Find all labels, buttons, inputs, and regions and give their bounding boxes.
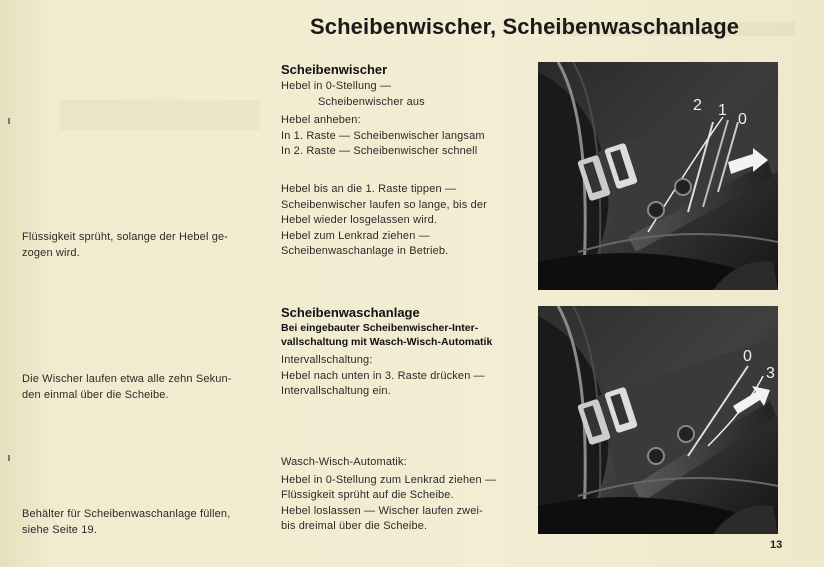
tip-line: Scheibenwischer laufen so lange, bis der xyxy=(281,198,487,211)
auto-line: Wasch-Wisch-Automatik: xyxy=(281,456,407,468)
auto-line: Flüssigkeit sprüht auf die Scheibe. xyxy=(281,489,454,501)
wiper-lever-illustration xyxy=(538,62,778,290)
bleed-through xyxy=(60,100,260,130)
tip-line: Hebel wieder losgelassen wird. xyxy=(281,214,438,226)
margin-mark xyxy=(8,455,10,461)
wiper-line: Hebel anheben: xyxy=(281,114,361,126)
washer-heading: Scheibenwaschanlage xyxy=(281,305,420,320)
note-line: den einmal über die Scheibe. xyxy=(22,388,169,401)
wiper-line: In 1. Raste — Scheibenwischer langsam xyxy=(281,129,485,142)
wiper-lever-photo xyxy=(538,62,778,290)
note-line: Die Wischer laufen etwa alle zehn Sekun- xyxy=(22,373,232,385)
interval-line: Hebel nach unten in 3. Raste drücken — xyxy=(281,369,485,382)
interval-line: Intervallschaltung ein. xyxy=(281,385,391,397)
interval-line: Intervallschaltung: xyxy=(281,354,373,366)
tip-line: Scheibenwaschanlage in Betrieb. xyxy=(281,245,449,257)
washer-lever-illustration xyxy=(538,306,778,534)
position-label-0: 0 xyxy=(743,348,752,365)
side-note-refill xyxy=(22,507,230,538)
note-line: zogen wird. xyxy=(22,246,80,259)
auto-line: Hebel in 0-Stellung zum Lenkrad ziehen — xyxy=(281,473,497,486)
page-title: Scheibenwischer, Scheibenwaschanlage xyxy=(310,14,740,39)
position-label-3: 3 xyxy=(766,365,775,382)
position-label-2: 2 xyxy=(693,97,702,114)
auto-line: bis dreimal über die Scheibe. xyxy=(281,520,428,532)
position-label-1: 1 xyxy=(718,102,727,119)
wiper-line: Scheibenwischer aus xyxy=(318,95,425,108)
subheading-line: Bei eingebauter Scheibenwischer-Inter- xyxy=(281,322,479,334)
auto-description xyxy=(281,455,496,535)
wiper-heading: Scheibenwischer xyxy=(281,62,388,77)
auto-line: Hebel loslassen — Wischer laufen zwei- xyxy=(281,504,483,517)
washer-subheading xyxy=(281,321,492,349)
wiper-description xyxy=(281,79,485,160)
side-note-spray xyxy=(22,230,228,261)
margin-mark xyxy=(8,118,10,124)
wiper-line: Hebel in 0-Stellung — xyxy=(281,80,392,92)
tip-line: Hebel zum Lenkrad ziehen — xyxy=(281,229,430,242)
side-note-interval xyxy=(22,372,232,403)
page-number: 13 xyxy=(770,539,783,551)
note-line: Behälter für Scheibenwaschanlage füllen, xyxy=(22,508,231,520)
wiper-tip-description xyxy=(281,182,487,260)
subheading-line: vallschaltung mit Wasch-Wisch-Automatik xyxy=(281,336,493,348)
washer-lever-photo xyxy=(538,306,778,534)
note-line: siehe Seite 19. xyxy=(22,523,98,536)
note-line: Flüssigkeit sprüht, solange der Hebel ge- xyxy=(22,231,229,243)
tip-line: Hebel bis an die 1. Raste tippen — xyxy=(281,183,457,195)
interval-description xyxy=(281,353,485,400)
position-label-0: 0 xyxy=(738,111,747,128)
wiper-line: In 2. Raste — Scheibenwischer schnell xyxy=(281,145,478,157)
